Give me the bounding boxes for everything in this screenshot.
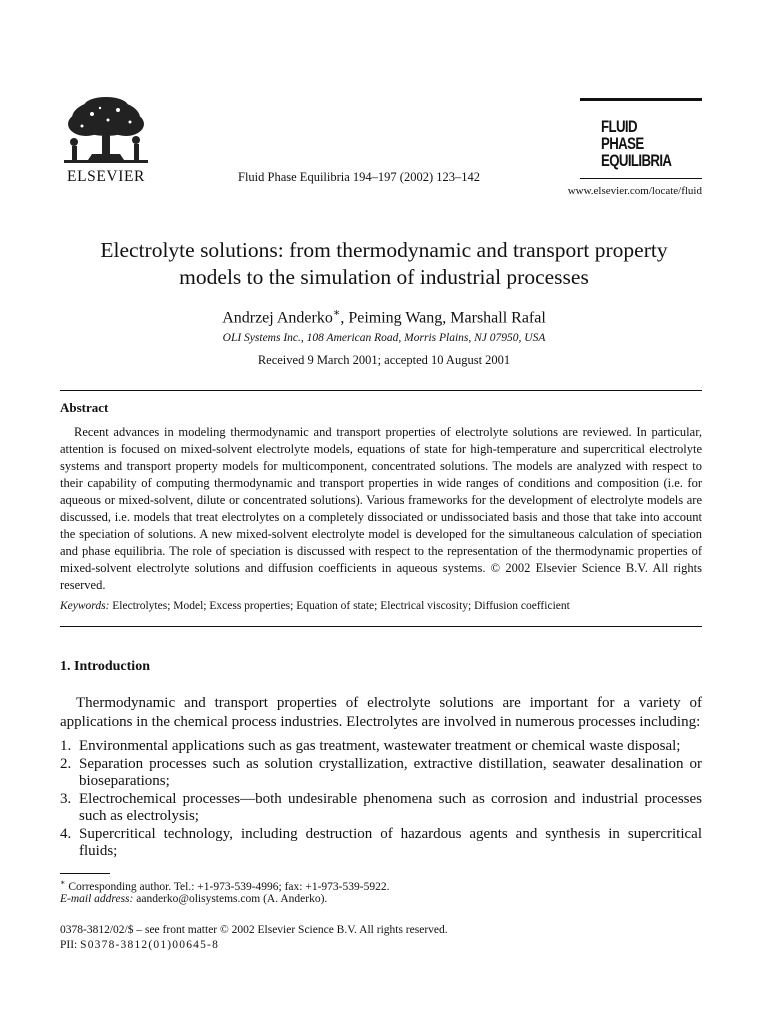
pii-identifier (60, 939, 219, 951)
list-item (60, 826, 702, 861)
email-label: E-mail address: (60, 893, 134, 905)
elsevier-tree-logo (58, 96, 154, 170)
affiliation: OLI Systems Inc., 108 American Road, Morris Plains, NJ 07950, USA (222, 332, 546, 344)
article-title (40, 237, 728, 291)
email-address-link[interactable]: aanderko@olisystems.com (A. Anderko). (133, 893, 328, 905)
divider-top (60, 390, 702, 391)
journal-header-rule (580, 98, 702, 101)
email-footnote (60, 893, 327, 905)
journal-url-link[interactable]: www.elsevier.com/locate/fluid (567, 185, 702, 197)
author-list (40, 306, 728, 327)
list-item-text: Electrochemical processes—both undesirable phenomena such as corrosion and industrial processes such as electrolysis; (79, 790, 702, 824)
corresponding-author-mark[interactable]: ∗ (332, 307, 341, 319)
list-item-text: Supercritical technology, including destruction of hazardous agents and synthesis in supercritical fluids; (79, 825, 702, 859)
keywords (60, 600, 702, 612)
title-line-1: Electrolyte solutions: from thermodynamic and transport property (100, 238, 668, 262)
copyright-notice: 0378-3812/02/$ – see front matter © 2002 Elsevier Science B.V. All rights reserved. (60, 924, 448, 936)
journal-title-underline (580, 178, 702, 179)
journal-title-line2: EQUILIBRIA (601, 151, 672, 170)
list-item (60, 738, 702, 756)
list-item (60, 791, 702, 826)
section-heading-introduction: 1. Introduction (60, 659, 150, 674)
keywords-list: Electrolytes; Model; Excess properties; Equation of state; Electrical viscosity; Diffusion coefficient (112, 600, 570, 612)
application-list (60, 738, 702, 861)
abstract-heading: Abstract (60, 400, 109, 415)
pii-value: S0378-3812(01)00645-8 (80, 939, 220, 951)
list-item-number: 1. (60, 738, 72, 754)
list-item-number: 4. (60, 825, 72, 842)
author-anderko: Andrzej Anderko (222, 309, 333, 327)
journal-title-line1: FLUID PHASE (601, 117, 644, 153)
keywords-label: Keywords: (60, 600, 110, 612)
list-item-text: Separation processes such as solution crystallization, extractive distillation, seawater desalination or bioseparations; (79, 755, 702, 789)
list-item (60, 756, 702, 791)
introduction-paragraph: Thermodynamic and transport properties of electrolyte solutions are important for a variety of applications in the chemical process industries. Electrolytes are involved in numerous processes including: (60, 695, 702, 730)
corresponding-author-footnote (60, 878, 389, 893)
pii-label: PII: (60, 939, 81, 951)
corresponding-author-contact: Corresponding author. Tel.: +1-973-539-4996; fax: +1-973-539-5922. (65, 880, 390, 893)
journal-title-logo (601, 117, 672, 170)
list-item-number: 2. (60, 755, 72, 772)
publisher-name: ELSEVIER (67, 168, 145, 185)
abstract-text: Recent advances in modeling thermodynamic and transport properties of electrolyte solutions are reviewed. In particular, attention is focused on mixed-solvent electrolyte models, equations of state for high-temperature and supercritical electrolyte systems and transport property models for multicomponent, concentrated solutions. The models are analyzed with respect to their capability of computing thermodynamic and transport properties in wide ranges of conditions and composition (i.e. for aqueous or mixed-solvent, dilute or concentrated solutions). Various frameworks for the development of electrolyte models are discussed, i.e. models that treat electrolytes on a completely dissociated or undissociated basis and those that take into account the speciation of solutions. A new mixed-solvent electrolyte model is developed for the simultaneous calculation of speciation and phase equilibria. The role of speciation is discussed with respect to the representation of the thermodynamic properties of mixed-solvent electrolyte solutions and diffusion coefficients in aqueous systems. © 2002 Elsevier Science B.V. All rights reserved. (60, 425, 702, 592)
title-line-2: models to the simulation of industrial processes (179, 265, 589, 289)
received-dates: Received 9 March 2001; accepted 10 August 2001 (257, 353, 511, 367)
footnote-mark: ∗ (60, 878, 66, 887)
other-authors: , Peiming Wang, Marshall Rafal (340, 309, 546, 327)
divider-bottom (60, 626, 702, 627)
footnote-rule (60, 873, 110, 874)
list-item-number: 3. (60, 790, 72, 807)
journal-citation: Fluid Phase Equilibria 194–197 (2002) 123–142 (238, 170, 480, 184)
list-item-text: Environmental applications such as gas treatment, wastewater treatment or chemical waste disposal; (79, 738, 681, 754)
